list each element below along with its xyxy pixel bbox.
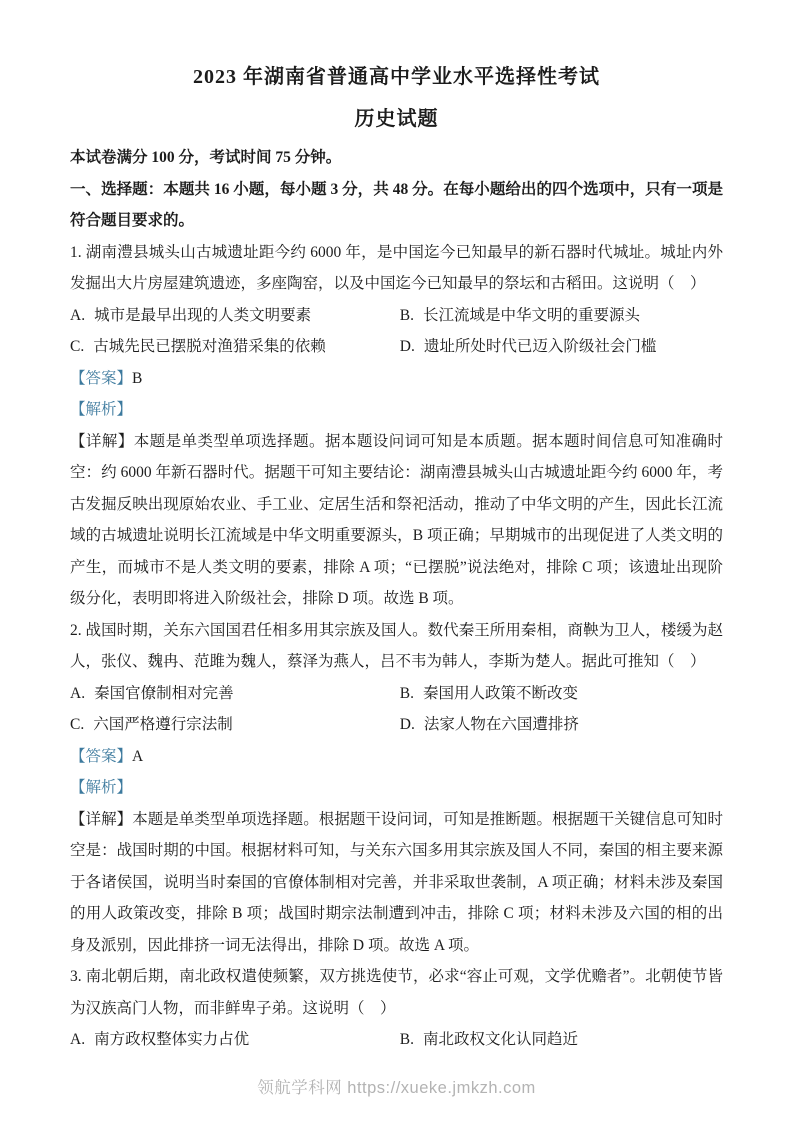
detail-paragraph bbox=[70, 804, 723, 962]
detail-paragraph bbox=[70, 426, 723, 615]
option-key: D. bbox=[399, 716, 415, 733]
analysis-label: 【解析】 bbox=[70, 779, 133, 796]
option-key: B. bbox=[399, 1031, 414, 1048]
option-text: 古城先民已摆脱对渔猎采集的依赖 bbox=[93, 338, 326, 355]
option-c bbox=[70, 331, 400, 363]
option-key: C. bbox=[70, 716, 85, 733]
detail-label: 【详解】 bbox=[70, 810, 133, 828]
option-key: B. bbox=[399, 684, 414, 702]
option-text: 六国严格遵行宗法制 bbox=[93, 716, 233, 733]
option-key: A. bbox=[70, 306, 86, 324]
detail-text: 本题是单类型单项选择题。根据题干设问词，可知是推断题。根据题干关键信息可知时空是：战国时期的中国。根据材料可知，与关东六国多用其宗族及国人不同，秦国的相主要来源于各诸侯国，说明当时秦国的官僚体制相对完善，并非采取世袭制，A 项正确；材料未涉及秦国的用人政策改变，排除 B 项；战国时期宗法制遭到冲击，排除 C 项；材料未涉及六国的相的出身及派别，因此排挤一词无法得出，排除 D 项。故选 A 项。 bbox=[70, 810, 723, 954]
option-a bbox=[70, 1024, 400, 1056]
exam-info: 本试卷满分 100 分，考试时间 75 分钟。 bbox=[70, 149, 342, 166]
analysis-line bbox=[70, 394, 723, 426]
question-block-1 bbox=[70, 237, 723, 615]
option-d bbox=[400, 331, 723, 363]
answer-value: B bbox=[132, 369, 143, 387]
answer-line bbox=[70, 363, 723, 395]
question-stem: 3. 南北朝后期，南北政权遣使频繁，双方挑选使节，必求“容止可观，文学优赡者”。北朝使节皆为汉族高门人物，而非鲜卑子弟。这说明（ ） bbox=[70, 968, 723, 1017]
option-b bbox=[400, 300, 723, 332]
options-grid bbox=[70, 678, 723, 741]
option-text: 城市是最早出现的人类文明要素 bbox=[94, 306, 312, 324]
watermark: 领航学科网 https://xueke.jmkzh.com bbox=[257, 1079, 536, 1097]
option-a bbox=[70, 300, 400, 332]
analysis-label: 【解析】 bbox=[70, 401, 133, 418]
detail-text: 本题是单类型单项选择题。据本题设问词可知是本质题。据本题时间信息可知准确时空：约 6000 年新石器时代。据题干可知主要结论：湖南澧县城头山古城遗址距今约 6000 年，考古发掘反映出现原始农业、手工业、定居生活和祭祀活动，推动了中华文明的产生，因此长江流域的古城遗址说明长江流域是中华文明重要源头，B 项正确；早期城市的出现促进了人类文明的产生，而城市不是人类文明的要素，排除 A 项；“已摆脱”说法绝对，排除 C 项；该遗址出现阶级分化，表明即将进入阶级社会，排除 D 项。故选 B 项。 bbox=[70, 432, 723, 607]
option-text: 法家人物在六国遭排挤 bbox=[423, 716, 579, 733]
answer-label: 【答案】 bbox=[70, 369, 133, 387]
question-block-3 bbox=[70, 961, 723, 1056]
option-b bbox=[400, 1024, 723, 1056]
analysis-line bbox=[70, 772, 723, 804]
options-grid bbox=[70, 300, 723, 363]
option-a bbox=[70, 678, 400, 710]
answer-value: A bbox=[132, 747, 144, 765]
option-key: A. bbox=[70, 684, 86, 702]
answer-line bbox=[70, 741, 723, 773]
option-d bbox=[400, 709, 723, 741]
option-key: A. bbox=[70, 1031, 86, 1048]
option-text: 遗址所处时代已迈入阶级社会门槛 bbox=[423, 338, 657, 355]
option-b bbox=[400, 678, 723, 710]
option-key: B. bbox=[399, 306, 414, 324]
question-stem: 1. 湖南澧县城头山古城遗址距今约 6000 年，是中国迄今已知最早的新石器时代城址。城址内外发掘出大片房屋建筑遗迹，多座陶窑，以及中国迄今已知最早的祭坛和古稻田。这说明（ ） bbox=[70, 243, 723, 292]
option-text: 南北政权文化认同趋近 bbox=[422, 1031, 578, 1048]
exam-subtitle: 历史试题 bbox=[354, 108, 439, 130]
option-c bbox=[70, 709, 400, 741]
option-text: 秦国官僚制相对完善 bbox=[94, 684, 234, 702]
option-key: D. bbox=[399, 338, 415, 355]
question-stem: 2. 战国时期，关东六国国君任相多用其宗族及国人。数代秦王所用秦相，商鞅为卫人，楼缓为赵人，张仪、魏冉、范雎为魏人，蔡泽为燕人，吕不韦为韩人，李斯为楚人。据此可推知（ ） bbox=[70, 621, 723, 670]
option-text: 南方政权整体实力占优 bbox=[94, 1031, 250, 1048]
option-text: 秦国用人政策不断改变 bbox=[422, 684, 578, 702]
answer-label: 【答案】 bbox=[70, 747, 133, 765]
detail-label: 【详解】 bbox=[70, 432, 134, 450]
exam-title: 2023 年湖南省普通高中学业水平选择性考试 bbox=[193, 66, 600, 88]
options-grid bbox=[70, 1024, 723, 1056]
option-text: 长江流域是中华文明的重要源头 bbox=[422, 306, 640, 324]
option-key: C. bbox=[70, 338, 85, 355]
question-block-2 bbox=[70, 615, 723, 962]
section-header: 一、选择题：本题共 16 小题，每小题 3 分，共 48 分。在每小题给出的四个选项中，只有一项是符合题目要求的。 bbox=[70, 180, 723, 229]
